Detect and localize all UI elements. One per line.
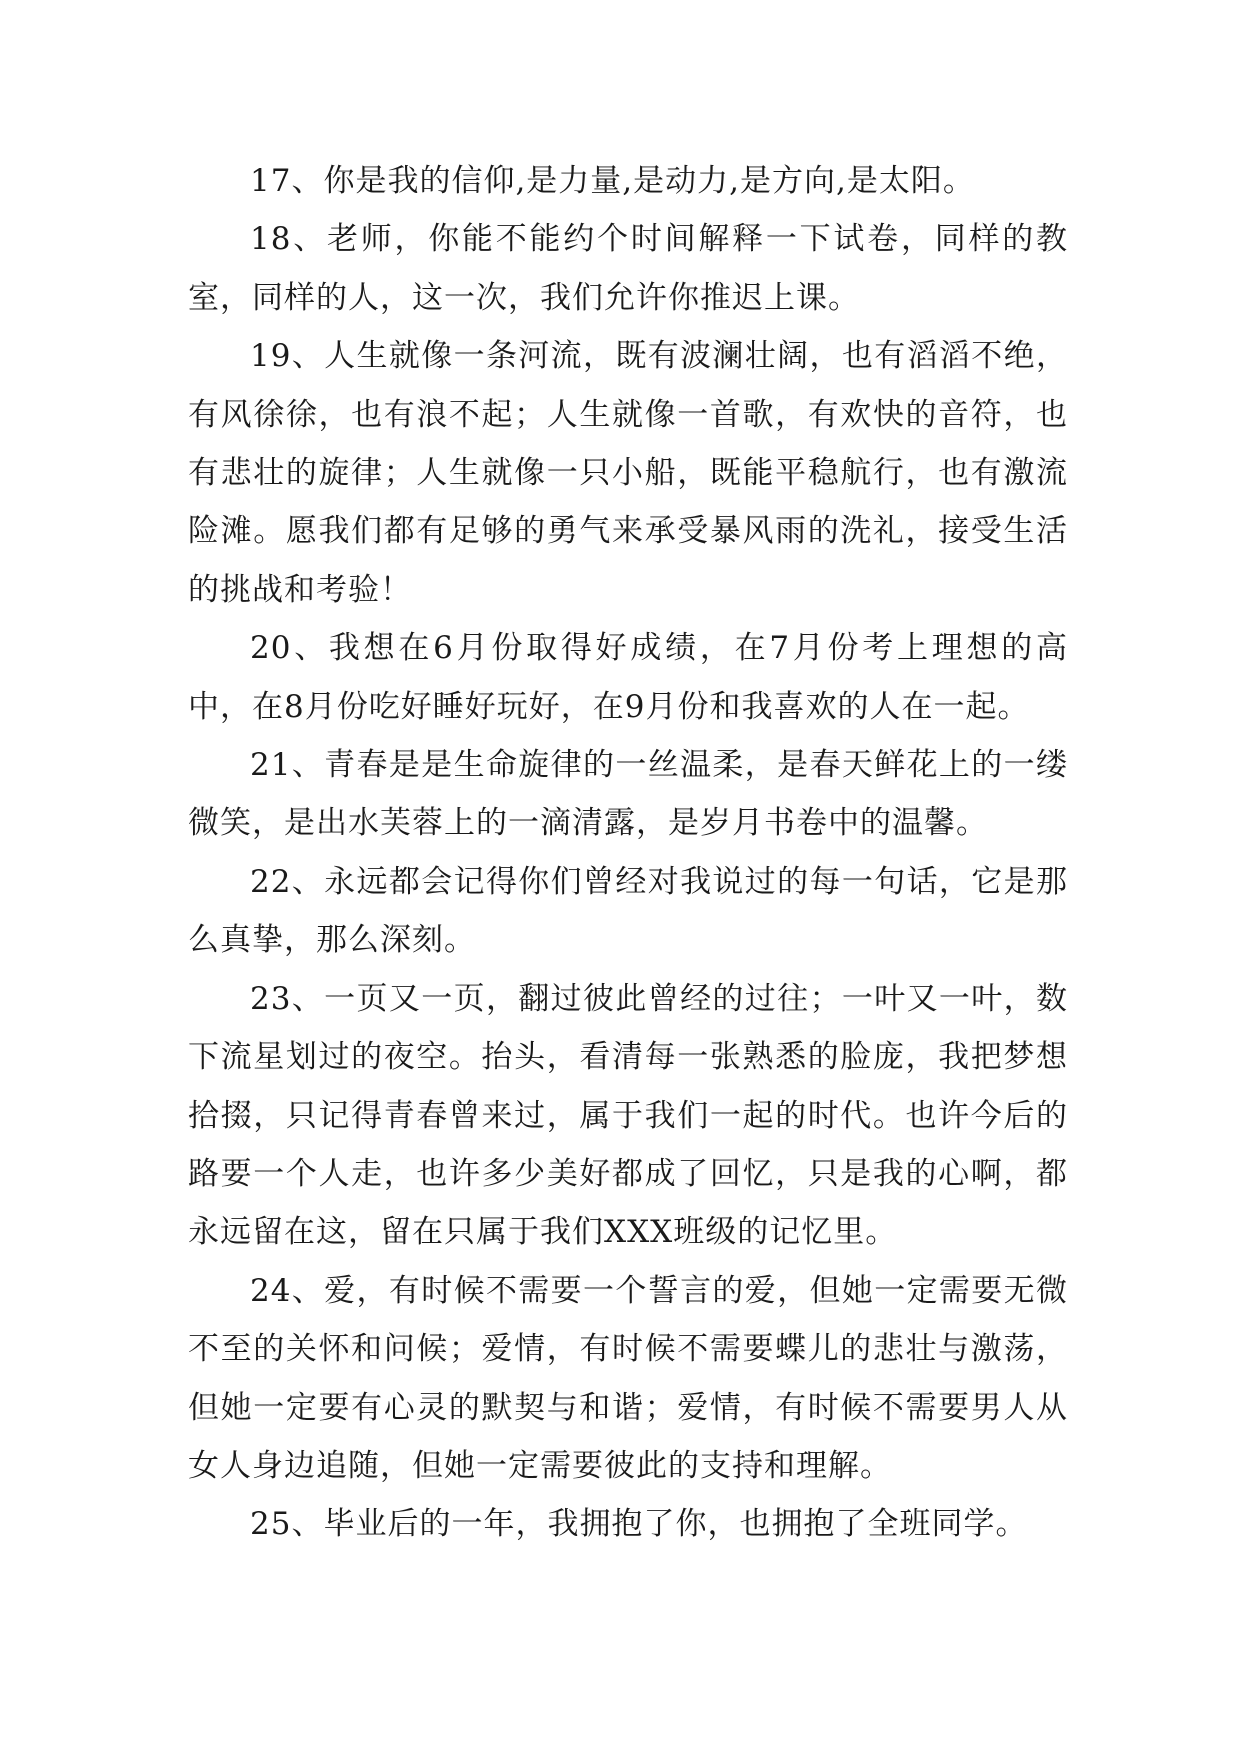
paragraph-25: 25、毕业后的一年，我拥抱了你，也拥抱了全班同学。 xyxy=(250,1506,1028,1543)
paragraph-19: 19、人生就像一条河流，既有波澜壮阔，也有滔滔不绝，有风徐徐，也有浪不起；人生就像一首歌，有欢快的音符，也有悲壮的旋律；人生就像一只小船，既能平稳航行，也有激流险滩。愿我们都有足够的勇气来承受暴风雨的洗礼，接受生活的挑战和考验！ xyxy=(188,338,1068,608)
paragraph-23: 23、一页又一页，翻过彼此曾经的过往；一叶又一叶，数下流星划过的夜空。抬头，看清每一张熟悉的脸庞，我把梦想拾掇，只记得青春曾来过，属于我们一起的时代。也许今后的路要一个人走，也许多少美好都成了回忆，只是我的心啊，都永远留在这，留在只属于我们XXX班级的记忆里。 xyxy=(188,980,1068,1251)
paragraph-22: 22、永远都会记得你们曾经对我说过的每一句话，它是那么真挚，那么深刻。 xyxy=(188,863,1068,959)
paragraph-20: 20、我想在6月份取得好成绩，在7月份考上理想的高中，在8月份吃好睡好玩好，在9月份和我喜欢的人在一起。 xyxy=(188,630,1068,725)
paragraph-21: 21、青春是是生命旋律的一丝温柔，是春天鲜花上的一缕微笑，是出水芙蓉上的一滴清露，是岁月书卷中的温馨。 xyxy=(188,747,1068,842)
document-body xyxy=(188,152,1068,1554)
paragraph-17: 17、你是我的信仰,是力量,是动力,是方向,是太阳。 xyxy=(250,163,975,199)
paragraph-18: 18、老师，你能不能约个时间解释一下试卷，同样的教室，同样的人，这一次，我们允许你推迟上课。 xyxy=(188,221,1068,316)
paragraph-24: 24、爱，有时候不需要一个誓言的爱，但她一定需要无微不至的关怀和问候；爱情，有时候不需要蝶儿的悲壮与激荡，但她一定要有心灵的默契与和谐；爱情，有时候不需要男人从女人身边追随，但她一定需要彼此的支持和理解。 xyxy=(188,1272,1068,1484)
